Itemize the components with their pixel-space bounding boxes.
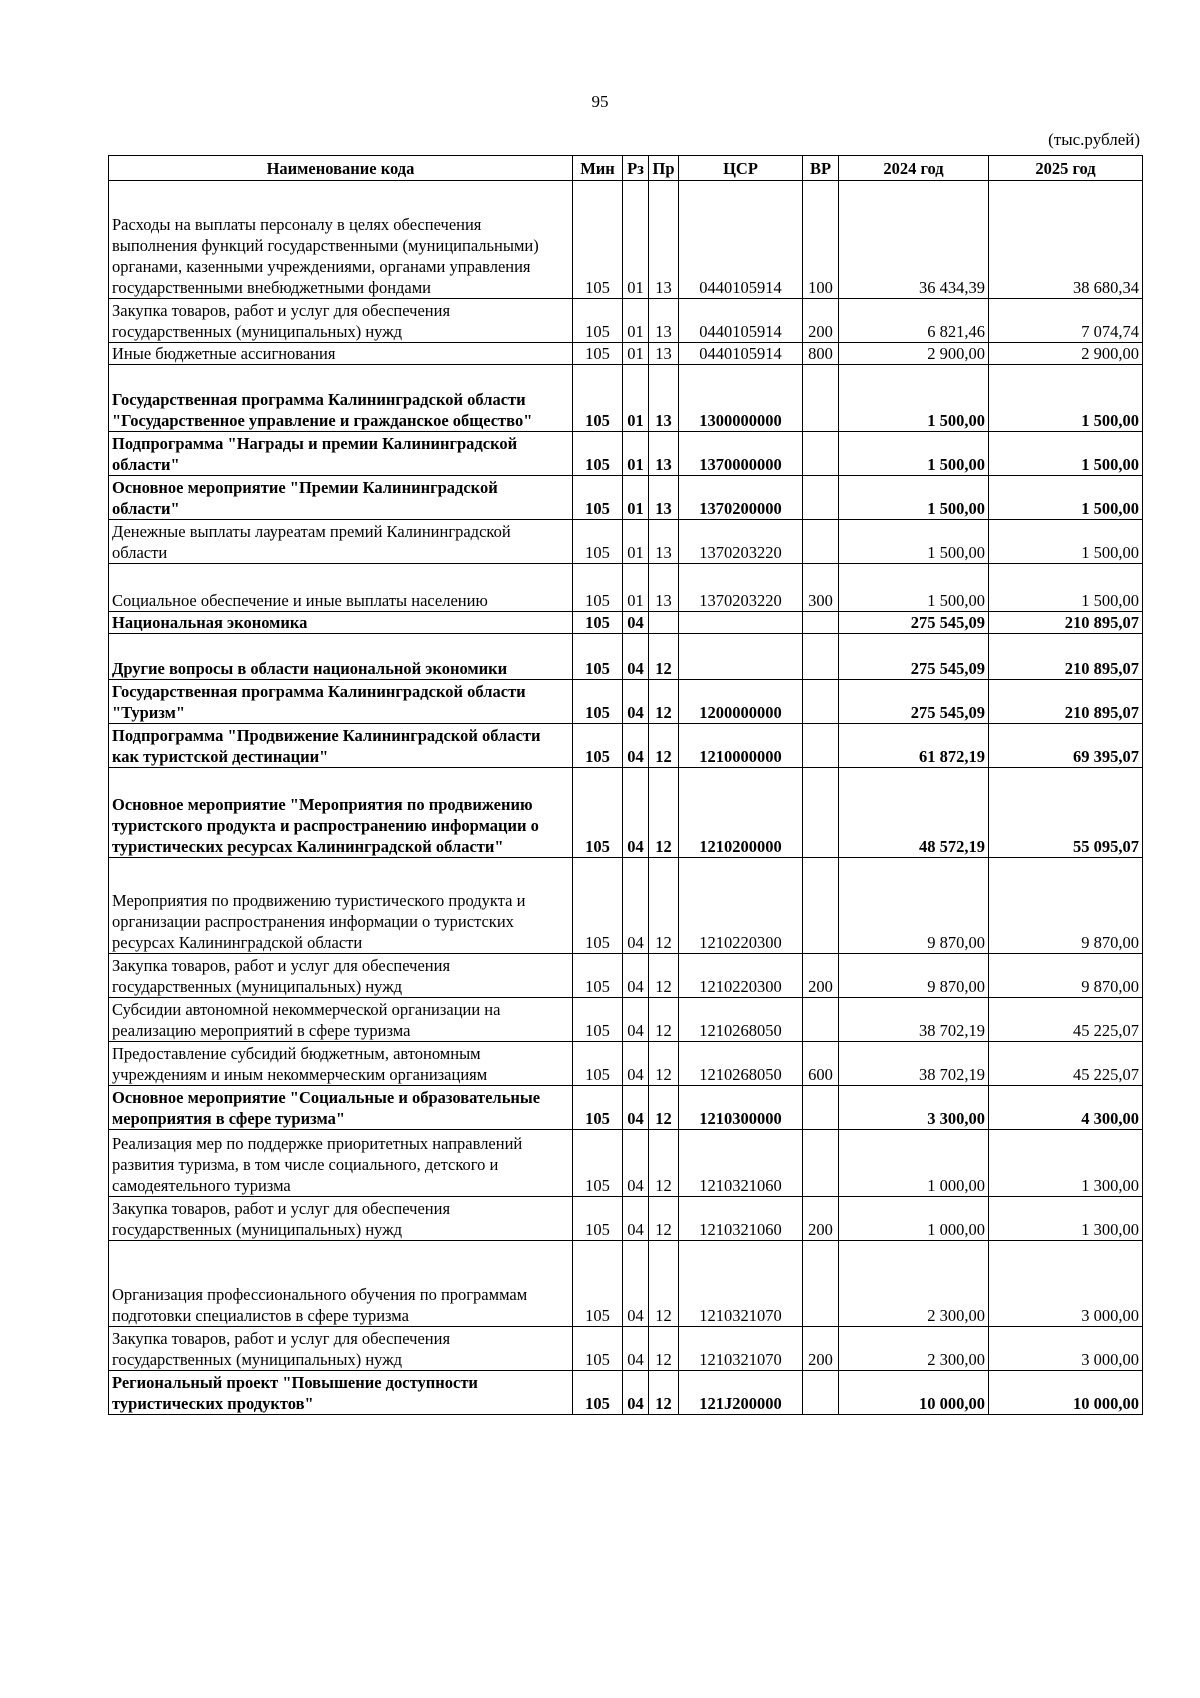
cell-rz: 04 [623, 1371, 649, 1415]
cell-vr [803, 1086, 839, 1130]
table-row [109, 1241, 1143, 1327]
cell-rz: 01 [623, 343, 649, 365]
cell-rz: 04 [623, 954, 649, 998]
cell-name: Подпрограмма "Продвижение Калининградской области как туристской дестинации" [109, 724, 573, 768]
cell-2025: 38 680,34 [989, 181, 1143, 299]
cell-vr [803, 768, 839, 858]
cell-2025: 45 225,07 [989, 1042, 1143, 1086]
header-2024: 2024 год [839, 156, 989, 181]
cell-2025: 55 095,07 [989, 768, 1143, 858]
cell-min: 105 [573, 365, 623, 432]
cell-2024: 9 870,00 [839, 858, 989, 954]
cell-name: Закупка товаров, работ и услуг для обеспечения государственных (муниципальных) нужд [109, 954, 573, 998]
table-row [109, 1197, 1143, 1241]
cell-min: 105 [573, 680, 623, 724]
cell-csr [679, 612, 803, 634]
cell-csr: 1210220300 [679, 858, 803, 954]
cell-2025: 1 300,00 [989, 1130, 1143, 1197]
cell-name: Социальное обеспечение и иные выплаты населению [109, 564, 573, 612]
cell-2025: 1 500,00 [989, 564, 1143, 612]
cell-min: 105 [573, 1086, 623, 1130]
cell-2024: 1 000,00 [839, 1197, 989, 1241]
cell-2024: 1 500,00 [839, 564, 989, 612]
cell-pr [649, 612, 679, 634]
cell-pr: 13 [649, 432, 679, 476]
cell-csr: 1210321060 [679, 1130, 803, 1197]
cell-min: 105 [573, 1371, 623, 1415]
cell-rz: 04 [623, 1327, 649, 1371]
cell-csr: 1210321070 [679, 1241, 803, 1327]
table-row [109, 432, 1143, 476]
cell-csr: 0440105914 [679, 181, 803, 299]
units-label: (тыс.рублей) [1048, 130, 1140, 149]
cell-rz: 04 [623, 858, 649, 954]
cell-name: Подпрограмма "Награды и премии Калининградской области" [109, 432, 573, 476]
cell-name: Субсидии автономной некоммерческой организации на реализацию мероприятий в сфере туризма [109, 998, 573, 1042]
cell-csr: 0440105914 [679, 299, 803, 343]
cell-2025: 1 500,00 [989, 432, 1143, 476]
cell-vr: 800 [803, 343, 839, 365]
cell-name: Государственная программа Калининградской области "Туризм" [109, 680, 573, 724]
cell-rz: 04 [623, 680, 649, 724]
cell-min: 105 [573, 858, 623, 954]
cell-name: Денежные выплаты лауреатам премий Калининградской области [109, 520, 573, 564]
page-number: 95 [591, 92, 609, 111]
cell-name: Основное мероприятие "Мероприятия по продвижению туристского продукта и распространению информации о туристических ресурсах Калининградской области" [109, 768, 573, 858]
cell-name: Основное мероприятие "Социальные и образовательные мероприятия в сфере туризма" [109, 1086, 573, 1130]
cell-vr [803, 1130, 839, 1197]
cell-csr: 1210300000 [679, 1086, 803, 1130]
cell-2024: 1 000,00 [839, 1130, 989, 1197]
cell-min: 105 [573, 432, 623, 476]
cell-2024: 1 500,00 [839, 520, 989, 564]
header-csr: ЦСР [679, 156, 803, 181]
cell-2025: 210 895,07 [989, 680, 1143, 724]
table-row [109, 1130, 1143, 1197]
cell-min: 105 [573, 1241, 623, 1327]
cell-pr: 12 [649, 858, 679, 954]
cell-name: Другие вопросы в области национальной экономики [109, 634, 573, 680]
table-body [109, 181, 1143, 1415]
table-row [109, 1327, 1143, 1371]
cell-pr: 12 [649, 768, 679, 858]
cell-2025: 1 500,00 [989, 365, 1143, 432]
cell-2024: 38 702,19 [839, 998, 989, 1042]
cell-2024: 6 821,46 [839, 299, 989, 343]
cell-min: 105 [573, 954, 623, 998]
cell-rz: 04 [623, 1197, 649, 1241]
table-row [109, 343, 1143, 365]
cell-2025: 10 000,00 [989, 1371, 1143, 1415]
cell-2024: 2 300,00 [839, 1241, 989, 1327]
cell-vr [803, 1371, 839, 1415]
cell-2024: 9 870,00 [839, 954, 989, 998]
cell-pr: 12 [649, 634, 679, 680]
cell-rz: 01 [623, 476, 649, 520]
cell-csr: 1210220300 [679, 954, 803, 998]
cell-min: 105 [573, 1042, 623, 1086]
cell-2025: 2 900,00 [989, 343, 1143, 365]
cell-csr: 1200000000 [679, 680, 803, 724]
cell-min: 105 [573, 564, 623, 612]
cell-csr: 1210200000 [679, 768, 803, 858]
cell-rz: 04 [623, 1042, 649, 1086]
cell-rz: 04 [623, 634, 649, 680]
cell-name: Закупка товаров, работ и услуг для обеспечения государственных (муниципальных) нужд [109, 1327, 573, 1371]
cell-pr: 12 [649, 1371, 679, 1415]
header-row [109, 156, 1143, 181]
cell-vr: 300 [803, 564, 839, 612]
header-name: Наименование кода [109, 156, 573, 181]
cell-min: 105 [573, 612, 623, 634]
cell-2025: 9 870,00 [989, 954, 1143, 998]
cell-vr: 200 [803, 954, 839, 998]
cell-2024: 61 872,19 [839, 724, 989, 768]
cell-pr: 13 [649, 299, 679, 343]
cell-2025: 4 300,00 [989, 1086, 1143, 1130]
cell-csr: 121J200000 [679, 1371, 803, 1415]
cell-pr: 13 [649, 181, 679, 299]
cell-vr [803, 680, 839, 724]
cell-pr: 12 [649, 680, 679, 724]
cell-csr: 0440105914 [679, 343, 803, 365]
cell-pr: 12 [649, 998, 679, 1042]
cell-name: Основное мероприятие "Премии Калининградской области" [109, 476, 573, 520]
cell-vr [803, 612, 839, 634]
cell-2024: 275 545,09 [839, 634, 989, 680]
cell-2024: 1 500,00 [839, 432, 989, 476]
table-row [109, 1042, 1143, 1086]
header-min: Мин [573, 156, 623, 181]
cell-pr: 12 [649, 1130, 679, 1197]
cell-csr: 1210321060 [679, 1197, 803, 1241]
cell-name: Закупка товаров, работ и услуг для обеспечения государственных (муниципальных) нужд [109, 1197, 573, 1241]
cell-csr: 1210268050 [679, 998, 803, 1042]
cell-rz: 01 [623, 564, 649, 612]
cell-rz: 04 [623, 1130, 649, 1197]
cell-csr: 1210321070 [679, 1327, 803, 1371]
cell-pr: 12 [649, 1042, 679, 1086]
table-row [109, 520, 1143, 564]
cell-pr: 12 [649, 1241, 679, 1327]
cell-2024: 2 300,00 [839, 1327, 989, 1371]
cell-vr [803, 520, 839, 564]
table-row [109, 680, 1143, 724]
cell-pr: 13 [649, 343, 679, 365]
cell-min: 105 [573, 634, 623, 680]
cell-vr [803, 432, 839, 476]
cell-2025: 69 395,07 [989, 724, 1143, 768]
cell-rz: 01 [623, 365, 649, 432]
cell-2025: 3 000,00 [989, 1241, 1143, 1327]
cell-csr: 1370203220 [679, 520, 803, 564]
cell-pr: 12 [649, 1086, 679, 1130]
cell-rz: 04 [623, 1241, 649, 1327]
table-row [109, 998, 1143, 1042]
table-row [109, 181, 1143, 299]
cell-min: 105 [573, 1130, 623, 1197]
cell-min: 105 [573, 768, 623, 858]
cell-vr [803, 634, 839, 680]
header-rz: Рз [623, 156, 649, 181]
table-row [109, 1086, 1143, 1130]
table-row [109, 299, 1143, 343]
cell-2025: 210 895,07 [989, 612, 1143, 634]
cell-min: 105 [573, 724, 623, 768]
cell-pr: 12 [649, 724, 679, 768]
cell-csr [679, 634, 803, 680]
cell-min: 105 [573, 998, 623, 1042]
cell-csr: 1210000000 [679, 724, 803, 768]
cell-vr: 600 [803, 1042, 839, 1086]
cell-2024: 3 300,00 [839, 1086, 989, 1130]
cell-name: Реализация мер по поддержке приоритетных направлений развития туризма, в том числе социального, детского и самодеятельного туризма [109, 1130, 573, 1197]
header-vr: ВР [803, 156, 839, 181]
table-row [109, 954, 1143, 998]
cell-vr: 200 [803, 1197, 839, 1241]
cell-2024: 2 900,00 [839, 343, 989, 365]
cell-rz: 04 [623, 768, 649, 858]
cell-rz: 01 [623, 520, 649, 564]
cell-vr: 200 [803, 299, 839, 343]
cell-pr: 12 [649, 954, 679, 998]
cell-name: Закупка товаров, работ и услуг для обеспечения государственных (муниципальных) нужд [109, 299, 573, 343]
cell-name: Предоставление субсидий бюджетным, автономным учреждениям и иным некоммерческим организациям [109, 1042, 573, 1086]
table-row [109, 564, 1143, 612]
cell-csr: 1370203220 [679, 564, 803, 612]
cell-pr: 13 [649, 365, 679, 432]
cell-min: 105 [573, 520, 623, 564]
cell-vr [803, 365, 839, 432]
table-row [109, 634, 1143, 680]
cell-pr: 13 [649, 476, 679, 520]
cell-2024: 275 545,09 [839, 680, 989, 724]
table-row [109, 1371, 1143, 1415]
cell-2025: 3 000,00 [989, 1327, 1143, 1371]
cell-min: 105 [573, 299, 623, 343]
cell-rz: 01 [623, 299, 649, 343]
cell-name: Мероприятия по продвижению туристического продукта и организации распространения информации о туристских ресурсах Калининградской области [109, 858, 573, 954]
cell-pr: 13 [649, 520, 679, 564]
cell-name: Национальная экономика [109, 612, 573, 634]
table-row [109, 724, 1143, 768]
cell-vr [803, 724, 839, 768]
cell-min: 105 [573, 1327, 623, 1371]
cell-rz: 01 [623, 432, 649, 476]
cell-2024: 10 000,00 [839, 1371, 989, 1415]
cell-csr: 1210268050 [679, 1042, 803, 1086]
cell-2025: 1 500,00 [989, 520, 1143, 564]
cell-vr [803, 858, 839, 954]
cell-csr: 1300000000 [679, 365, 803, 432]
header-2025: 2025 год [989, 156, 1143, 181]
cell-csr: 1370200000 [679, 476, 803, 520]
table-row [109, 858, 1143, 954]
cell-name: Расходы на выплаты персоналу в целях обеспечения выполнения функций государственными (муниципальными) органами, казенными учреждениями, органами управления государственными внебюджетными фондами [109, 181, 573, 299]
cell-name: Иные бюджетные ассигнования [109, 343, 573, 365]
cell-rz: 04 [623, 612, 649, 634]
cell-2024: 275 545,09 [839, 612, 989, 634]
table-row [109, 365, 1143, 432]
cell-2025: 210 895,07 [989, 634, 1143, 680]
cell-min: 105 [573, 181, 623, 299]
cell-2024: 1 500,00 [839, 365, 989, 432]
header-pr: Пр [649, 156, 679, 181]
cell-name: Региональный проект "Повышение доступности туристических продуктов" [109, 1371, 573, 1415]
cell-2025: 45 225,07 [989, 998, 1143, 1042]
cell-rz: 01 [623, 181, 649, 299]
budget-table [108, 155, 1143, 1415]
cell-vr: 200 [803, 1327, 839, 1371]
cell-min: 105 [573, 343, 623, 365]
table-row [109, 476, 1143, 520]
table-row [109, 768, 1143, 858]
cell-2025: 9 870,00 [989, 858, 1143, 954]
cell-2024: 48 572,19 [839, 768, 989, 858]
cell-2024: 1 500,00 [839, 476, 989, 520]
cell-csr: 1370000000 [679, 432, 803, 476]
cell-rz: 04 [623, 724, 649, 768]
cell-min: 105 [573, 476, 623, 520]
cell-2025: 1 500,00 [989, 476, 1143, 520]
cell-vr [803, 998, 839, 1042]
cell-name: Государственная программа Калининградской области "Государственное управление и гражданское общество" [109, 365, 573, 432]
cell-vr [803, 476, 839, 520]
cell-min: 105 [573, 1197, 623, 1241]
cell-pr: 12 [649, 1197, 679, 1241]
cell-vr [803, 1241, 839, 1327]
cell-rz: 04 [623, 998, 649, 1042]
cell-pr: 13 [649, 564, 679, 612]
cell-name: Организация профессионального обучения по программам подготовки специалистов в сфере туризма [109, 1241, 573, 1327]
table-row [109, 612, 1143, 634]
cell-pr: 12 [649, 1327, 679, 1371]
cell-2025: 7 074,74 [989, 299, 1143, 343]
cell-2024: 38 702,19 [839, 1042, 989, 1086]
cell-vr: 100 [803, 181, 839, 299]
cell-2025: 1 300,00 [989, 1197, 1143, 1241]
cell-rz: 04 [623, 1086, 649, 1130]
cell-2024: 36 434,39 [839, 181, 989, 299]
